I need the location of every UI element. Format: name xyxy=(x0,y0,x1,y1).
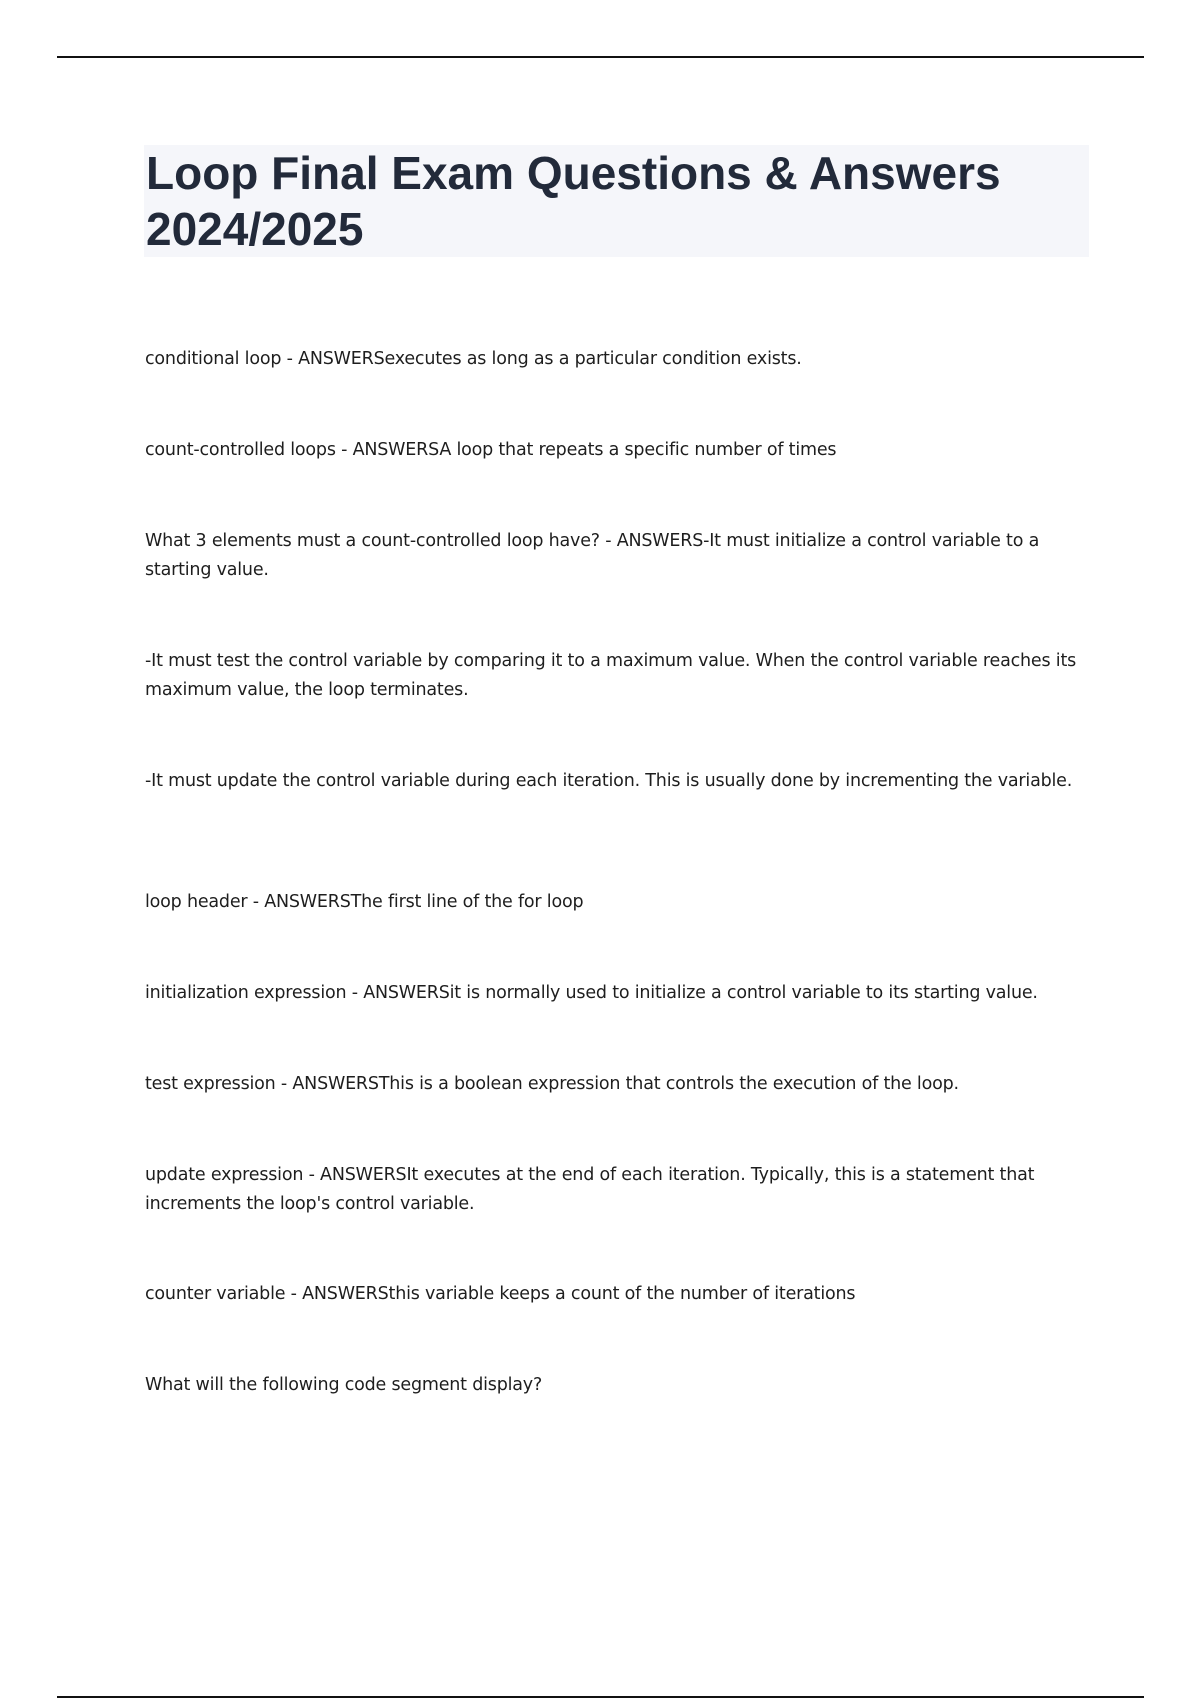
qa-entry-loop-header: loop header - ANSWERSThe first line of the for loop xyxy=(145,892,584,912)
top-divider xyxy=(57,56,1144,58)
qa-entry-test-control-variable: -It must test the control variable by comparing it to a maximum value. When the control variable reaches its maximum value, the loop terminates. xyxy=(145,651,1077,700)
bottom-divider xyxy=(57,1696,1144,1698)
qa-entry-three-elements: What 3 elements must a count-controlled loop have? - ANSWERS-It must initialize a control variable to a starting value. xyxy=(145,531,1040,580)
qa-entry-initialization-expression: initialization expression - ANSWERSit is normally used to initialize a control variable to its starting value. xyxy=(145,983,1038,1003)
qa-entry-code-segment-question: What will the following code segment display? xyxy=(145,1375,543,1395)
page-title: Loop Final Exam Questions & Answers 2024/2025 xyxy=(146,147,1001,255)
qa-entry-update-control-variable: -It must update the control variable during each iteration. This is usually done by incrementing the variable. xyxy=(145,771,1073,791)
qa-entry-counter-variable: counter variable - ANSWERSthis variable keeps a count of the number of iterations xyxy=(145,1284,856,1304)
qa-entry-count-controlled-loops: count-controlled loops - ANSWERSA loop that repeats a specific number of times xyxy=(145,440,837,460)
qa-entry-test-expression: test expression - ANSWERSThis is a boolean expression that controls the execution of the loop. xyxy=(145,1074,959,1094)
qa-entry-conditional-loop: conditional loop - ANSWERSexecutes as long as a particular condition exists. xyxy=(145,349,802,369)
qa-entry-update-expression: update expression - ANSWERSIt executes at the end of each iteration. Typically, this is a statement that increments the loop's control variable. xyxy=(145,1165,1035,1214)
title-banner xyxy=(144,145,1089,257)
